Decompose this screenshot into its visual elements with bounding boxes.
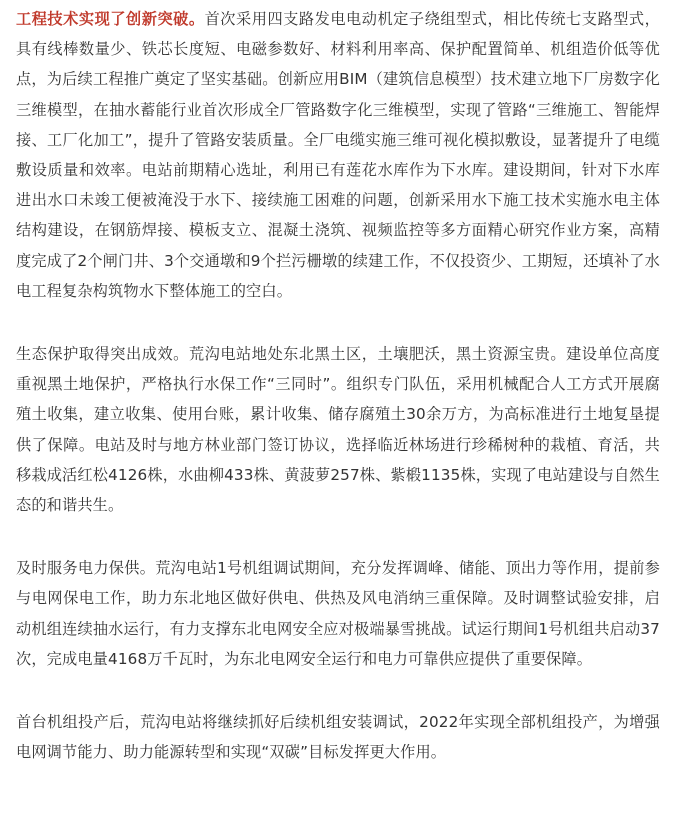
paragraph-power-supply: 及时服务电力保供。荒沟电站1号机组调试期间，充分发挥调峰、储能、顶出力等作用，提前参与电网保电工作，助力东北地区做好供电、供热及风电消纳三重保障。及时调整试验安排，启动机组连续抽水运行，有力支撑东北电网安全应对极端暴雪挑战。试运行期间1号机组共启动37次，完成电量4168万千瓦时，为东北电网安全运行和电力可靠供应提供了重要保障。 [16, 559, 660, 668]
paragraph-outlook: 首台机组投产后，荒沟电站将继续抓好后续机组安装调试，2022年实现全部机组投产，为增强电网调节能力、助力能源转型和实现“双碳”目标发挥更大作用。 [16, 713, 660, 762]
paragraph-engineering-innovation [16, 4, 660, 306]
paragraph-ecological-protection: 生态保护取得突出成效。荒沟电站地处东北黑土区，土壤肥沃，黑土资源宝贵。建设单位高度重视黑土地保护，严格执行水保工作“三同时”。组织专门队伍，采用机械配合人工方式开展腐殖土收集，建立收集、使用台账，累计收集、储存腐殖土30余万方，为高标准进行土地复垦提供了保障。电站及时与地方林业部门签订协议，选择临近林场进行珍稀树种的栽植、育活，共移栽成活红松4126株，水曲柳433株、黄菠萝257株、紫椴1135株，实现了电站建设与自然生态的和谐共生。 [16, 345, 660, 515]
paragraph-lead-highlight: 工程技术实现了创新突破。 [16, 10, 205, 28]
paragraph-body: 首次采用四支路发电电动机定子绕组型式，相比传统七支路型式，具有线棒数量少、铁芯长度短、电磁参数好、材料利用率高、保护配置简单、机组造价低等优点，为后续工程推广奠定了坚实基础。创新应用BIM（建筑信息模型）技术建立地下厂房数字化三维模型，在抽水蓄能行业首次形成全厂管路数字化三维模型，实现了管路“三维施工、智能焊接、工厂化加工”，提升了管路安装质量。全厂电缆实施三维可视化模拟敷设，显著提升了电缆敷设质量和效率。电站前期精心选址，利用已有莲花水库作为下水库。建设期间，针对下水库进出水口未竣工便被淹没于水下、接续施工困难的问题，创新采用水下施工技术实施水电主体结构建设，在钢筋焊接、模板支立、混凝土浇筑、视频监控等多方面精心研究作业方案，高精度完成了2个闸门井、3个交通墩和9个拦污栅墩的续建工作，不仅投资少、工期短，还填补了水电工程复杂构筑物水下整体施工的空白。 [16, 10, 660, 300]
